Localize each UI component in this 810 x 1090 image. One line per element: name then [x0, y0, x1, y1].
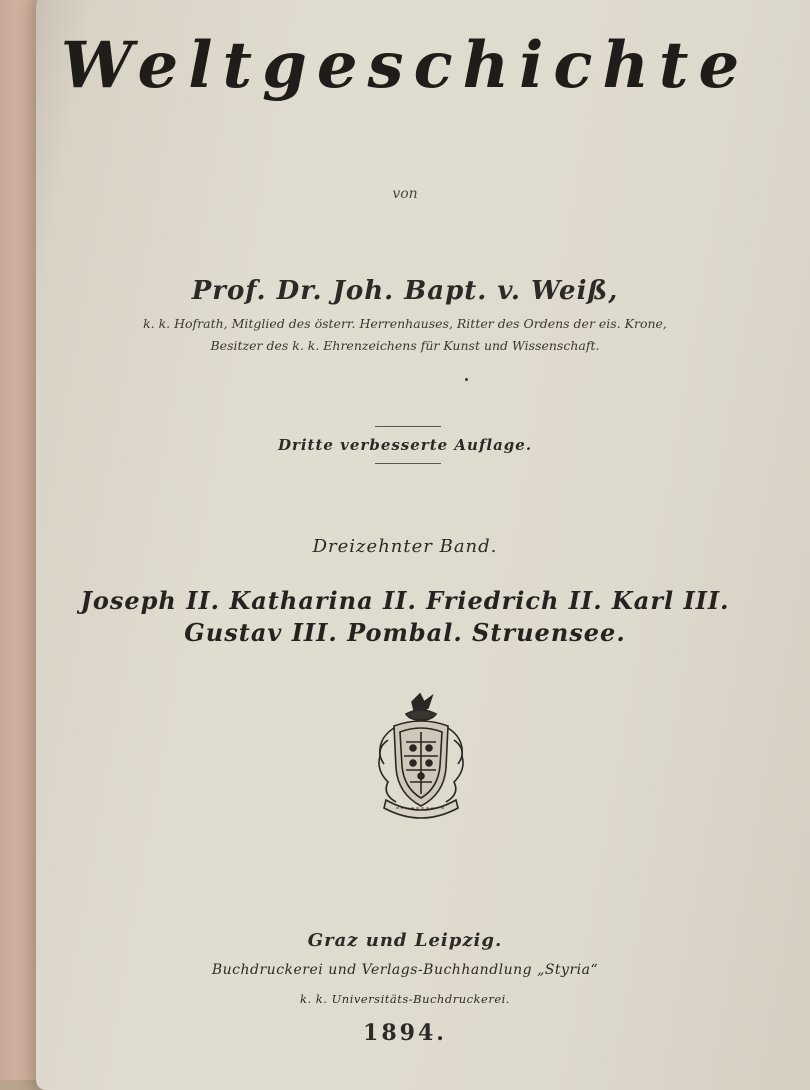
- divider-top: [375, 426, 441, 427]
- printer-name: k. k. Universitäts-Buchdruckerei.: [300, 992, 510, 1006]
- book-title: Weltgeschichte: [60, 28, 750, 103]
- author-name: Prof. Dr. Joh. Bapt. v. Weiß,: [191, 276, 619, 306]
- edition-label: Dritte verbesserte Auflage.: [277, 436, 533, 454]
- by-label: von: [392, 186, 418, 202]
- publisher-name: Buchdruckerei und Verlags-Buchhandlung „Styria“: [211, 962, 599, 978]
- author-titles-line-2: Besitzer des k. k. Ehrenzeichens für Kunst und Wissenschaft.: [210, 338, 600, 353]
- author-titles-line-1: k. k. Hofrath, Mitglied des österr. Herrenhauses, Ritter des Ordens der eis. Krone,: [143, 316, 667, 331]
- ornament-dot: [465, 378, 468, 381]
- coat-of-arms-icon: [366, 690, 476, 830]
- publication-place: Graz und Leipzig.: [307, 930, 503, 951]
- subjects-line-2: Gustav III. Pombal. Struensee.: [184, 618, 626, 647]
- subjects-line-1: Joseph II. Katharina II. Friedrich II. Karl III.: [80, 586, 730, 615]
- volume-label: Dreizehnter Band.: [312, 536, 498, 557]
- publication-year: 1894.: [363, 1020, 447, 1046]
- divider-bottom: [375, 463, 441, 464]
